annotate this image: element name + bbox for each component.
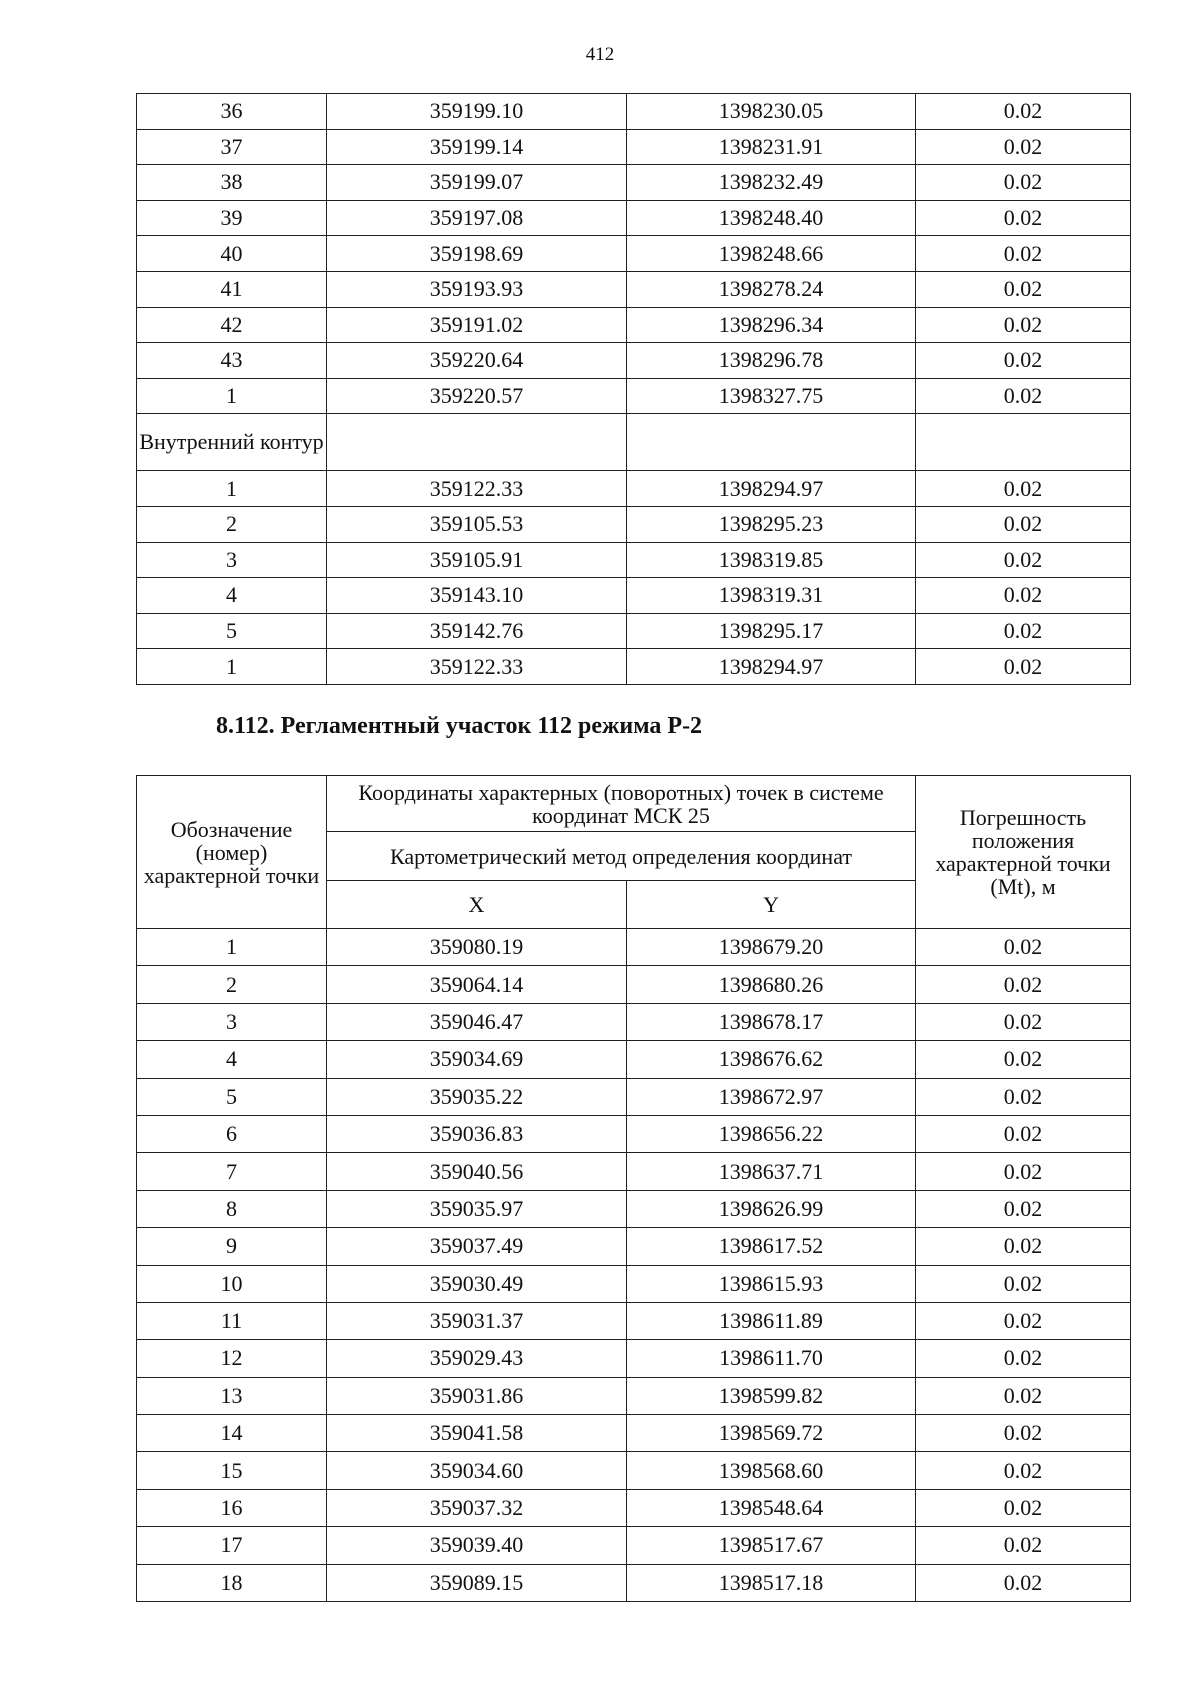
y-coordinate-cell: 1398278.24: [627, 271, 916, 307]
coordinates-table-continued: [136, 93, 1131, 685]
table-row: [137, 307, 1131, 343]
table-row: [137, 1302, 1131, 1339]
header-coordinates: Координаты характерных (поворотных) точек в системе координат МСК 25: [327, 776, 916, 832]
error-cell: 0.02: [916, 1452, 1131, 1489]
y-coordinate-cell: 1398568.60: [627, 1452, 916, 1489]
table-row: [137, 1115, 1131, 1152]
point-id-cell: Внутренний контур: [137, 414, 327, 471]
coordinates-table-section-112: [136, 775, 1131, 1602]
y-coordinate-cell: 1398517.18: [627, 1564, 916, 1601]
table-row: [137, 1452, 1131, 1489]
point-id-cell: 5: [137, 1078, 327, 1115]
table-row: [137, 471, 1131, 507]
error-cell: 0.02: [916, 307, 1131, 343]
table-row: [137, 1564, 1131, 1601]
error-cell: 0.02: [916, 1153, 1131, 1190]
table-row: [137, 1078, 1131, 1115]
point-id-cell: 38: [137, 165, 327, 201]
y-coordinate-cell: 1398617.52: [627, 1228, 916, 1265]
table-row: [137, 929, 1131, 966]
error-cell: 0.02: [916, 271, 1131, 307]
table-row: [137, 1003, 1131, 1040]
point-id-cell: 14: [137, 1415, 327, 1452]
error-cell: 0.02: [916, 236, 1131, 272]
y-coordinate-cell: 1398327.75: [627, 378, 916, 414]
y-coordinate-cell: 1398611.89: [627, 1302, 916, 1339]
x-coordinate-cell: 359220.57: [327, 378, 627, 414]
error-cell: 0.02: [916, 1564, 1131, 1601]
error-cell: 0.02: [916, 613, 1131, 649]
x-coordinate-cell: 359037.49: [327, 1228, 627, 1265]
y-coordinate-cell: 1398679.20: [627, 929, 916, 966]
point-id-cell: 42: [137, 307, 327, 343]
y-coordinate-cell: 1398637.71: [627, 1153, 916, 1190]
point-id-cell: 2: [137, 966, 327, 1003]
y-coordinate-cell: 1398319.31: [627, 578, 916, 614]
y-coordinate-cell: 1398656.22: [627, 1115, 916, 1152]
error-cell: 0.02: [916, 1078, 1131, 1115]
y-coordinate-cell: 1398548.64: [627, 1489, 916, 1526]
y-coordinate-cell: 1398295.17: [627, 613, 916, 649]
table-row: [137, 1489, 1131, 1526]
x-coordinate-cell: 359105.91: [327, 542, 627, 578]
header-x: X: [327, 880, 627, 928]
y-coordinate-cell: 1398676.62: [627, 1041, 916, 1078]
table-row: [137, 1265, 1131, 1302]
x-coordinate-cell: [327, 414, 627, 471]
point-id-cell: 40: [137, 236, 327, 272]
x-coordinate-cell: 359193.93: [327, 271, 627, 307]
table-row: [137, 378, 1131, 414]
y-coordinate-cell: 1398611.70: [627, 1340, 916, 1377]
error-cell: 0.02: [916, 542, 1131, 578]
y-coordinate-cell: 1398319.85: [627, 542, 916, 578]
error-cell: 0.02: [916, 129, 1131, 165]
point-id-cell: 7: [137, 1153, 327, 1190]
error-cell: 0.02: [916, 165, 1131, 201]
y-coordinate-cell: 1398626.99: [627, 1190, 916, 1227]
table-row: [137, 1377, 1131, 1414]
x-coordinate-cell: 359034.60: [327, 1452, 627, 1489]
header-designation: Обозначение (номер) характерной точки: [137, 776, 327, 929]
page-number: 412: [585, 44, 615, 65]
point-id-cell: 2: [137, 506, 327, 542]
x-coordinate-cell: 359198.69: [327, 236, 627, 272]
x-coordinate-cell: 359036.83: [327, 1115, 627, 1152]
point-id-cell: 13: [137, 1377, 327, 1414]
point-id-cell: 4: [137, 1041, 327, 1078]
x-coordinate-cell: 359122.33: [327, 471, 627, 507]
point-id-cell: 1: [137, 378, 327, 414]
point-id-cell: 11: [137, 1302, 327, 1339]
table-row: [137, 1415, 1131, 1452]
y-coordinate-cell: 1398296.34: [627, 307, 916, 343]
x-coordinate-cell: 359199.10: [327, 94, 627, 130]
x-coordinate-cell: 359122.33: [327, 649, 627, 685]
x-coordinate-cell: 359105.53: [327, 506, 627, 542]
point-id-cell: 17: [137, 1527, 327, 1564]
table-row: [137, 129, 1131, 165]
y-coordinate-cell: 1398248.40: [627, 200, 916, 236]
table-row: [137, 1527, 1131, 1564]
header-y: Y: [627, 880, 916, 928]
y-coordinate-cell: [627, 414, 916, 471]
x-coordinate-cell: 359191.02: [327, 307, 627, 343]
error-cell: 0.02: [916, 506, 1131, 542]
table-row: [137, 1228, 1131, 1265]
table-row: [137, 1190, 1131, 1227]
point-id-cell: 43: [137, 343, 327, 379]
point-id-cell: 4: [137, 578, 327, 614]
table-row: [137, 414, 1131, 471]
table-row: [137, 200, 1131, 236]
point-id-cell: 5: [137, 613, 327, 649]
error-cell: [916, 414, 1131, 471]
error-cell: 0.02: [916, 578, 1131, 614]
x-coordinate-cell: 359220.64: [327, 343, 627, 379]
y-coordinate-cell: 1398672.97: [627, 1078, 916, 1115]
table-row: [137, 1041, 1131, 1078]
x-coordinate-cell: 359199.07: [327, 165, 627, 201]
point-id-cell: 18: [137, 1564, 327, 1601]
table-row: [137, 578, 1131, 614]
point-id-cell: 15: [137, 1452, 327, 1489]
table-row: [137, 506, 1131, 542]
error-cell: 0.02: [916, 1041, 1131, 1078]
y-coordinate-cell: 1398231.91: [627, 129, 916, 165]
x-coordinate-cell: 359046.47: [327, 1003, 627, 1040]
table-row: [137, 94, 1131, 130]
table-row: [137, 343, 1131, 379]
point-id-cell: 9: [137, 1228, 327, 1265]
table-row: [137, 165, 1131, 201]
table-body: [137, 94, 1131, 685]
error-cell: 0.02: [916, 1489, 1131, 1526]
x-coordinate-cell: 359064.14: [327, 966, 627, 1003]
point-id-cell: 1: [137, 649, 327, 685]
x-coordinate-cell: 359035.22: [327, 1078, 627, 1115]
y-coordinate-cell: 1398680.26: [627, 966, 916, 1003]
table-row: [137, 1340, 1131, 1377]
x-coordinate-cell: 359080.19: [327, 929, 627, 966]
error-cell: 0.02: [916, 649, 1131, 685]
error-cell: 0.02: [916, 378, 1131, 414]
x-coordinate-cell: 359143.10: [327, 578, 627, 614]
point-id-cell: 1: [137, 929, 327, 966]
point-id-cell: 3: [137, 542, 327, 578]
error-cell: 0.02: [916, 929, 1131, 966]
x-coordinate-cell: 359031.86: [327, 1377, 627, 1414]
point-id-cell: 37: [137, 129, 327, 165]
header-method: Картометрический метод определения координат: [327, 832, 916, 880]
table-row: [137, 613, 1131, 649]
error-cell: 0.02: [916, 94, 1131, 130]
x-coordinate-cell: 359037.32: [327, 1489, 627, 1526]
table-row: [137, 966, 1131, 1003]
x-coordinate-cell: 359040.56: [327, 1153, 627, 1190]
table-header: [137, 776, 1131, 929]
error-cell: 0.02: [916, 1415, 1131, 1452]
point-id-cell: 16: [137, 1489, 327, 1526]
x-coordinate-cell: 359029.43: [327, 1340, 627, 1377]
point-id-cell: 39: [137, 200, 327, 236]
table-row: [137, 649, 1131, 685]
error-cell: 0.02: [916, 1265, 1131, 1302]
y-coordinate-cell: 1398296.78: [627, 343, 916, 379]
table-row: [137, 271, 1131, 307]
table-row: [137, 1153, 1131, 1190]
x-coordinate-cell: 359031.37: [327, 1302, 627, 1339]
x-coordinate-cell: 359142.76: [327, 613, 627, 649]
point-id-cell: 3: [137, 1003, 327, 1040]
y-coordinate-cell: 1398295.23: [627, 506, 916, 542]
error-cell: 0.02: [916, 200, 1131, 236]
table-body: [137, 929, 1131, 1602]
error-cell: 0.02: [916, 966, 1131, 1003]
x-coordinate-cell: 359035.97: [327, 1190, 627, 1227]
error-cell: 0.02: [916, 343, 1131, 379]
y-coordinate-cell: 1398230.05: [627, 94, 916, 130]
point-id-cell: 10: [137, 1265, 327, 1302]
error-cell: 0.02: [916, 471, 1131, 507]
x-coordinate-cell: 359199.14: [327, 129, 627, 165]
y-coordinate-cell: 1398615.93: [627, 1265, 916, 1302]
x-coordinate-cell: 359041.58: [327, 1415, 627, 1452]
header-error: Погрешность положения характерной точки (Mt), м: [916, 776, 1131, 929]
x-coordinate-cell: 359089.15: [327, 1564, 627, 1601]
point-id-cell: 12: [137, 1340, 327, 1377]
y-coordinate-cell: 1398294.97: [627, 471, 916, 507]
y-coordinate-cell: 1398517.67: [627, 1527, 916, 1564]
x-coordinate-cell: 359034.69: [327, 1041, 627, 1078]
y-coordinate-cell: 1398232.49: [627, 165, 916, 201]
x-coordinate-cell: 359030.49: [327, 1265, 627, 1302]
error-cell: 0.02: [916, 1190, 1131, 1227]
y-coordinate-cell: 1398678.17: [627, 1003, 916, 1040]
error-cell: 0.02: [916, 1377, 1131, 1414]
table-row: [137, 542, 1131, 578]
error-cell: 0.02: [916, 1228, 1131, 1265]
error-cell: 0.02: [916, 1527, 1131, 1564]
point-id-cell: 8: [137, 1190, 327, 1227]
y-coordinate-cell: 1398248.66: [627, 236, 916, 272]
error-cell: 0.02: [916, 1115, 1131, 1152]
table-row: [137, 236, 1131, 272]
point-id-cell: 1: [137, 471, 327, 507]
point-id-cell: 41: [137, 271, 327, 307]
section-heading: 8.112. Регламентный участок 112 режима Р-2: [216, 713, 703, 739]
y-coordinate-cell: 1398569.72: [627, 1415, 916, 1452]
y-coordinate-cell: 1398294.97: [627, 649, 916, 685]
error-cell: 0.02: [916, 1003, 1131, 1040]
error-cell: 0.02: [916, 1302, 1131, 1339]
error-cell: 0.02: [916, 1340, 1131, 1377]
x-coordinate-cell: 359039.40: [327, 1527, 627, 1564]
y-coordinate-cell: 1398599.82: [627, 1377, 916, 1414]
x-coordinate-cell: 359197.08: [327, 200, 627, 236]
point-id-cell: 6: [137, 1115, 327, 1152]
point-id-cell: 36: [137, 94, 327, 130]
